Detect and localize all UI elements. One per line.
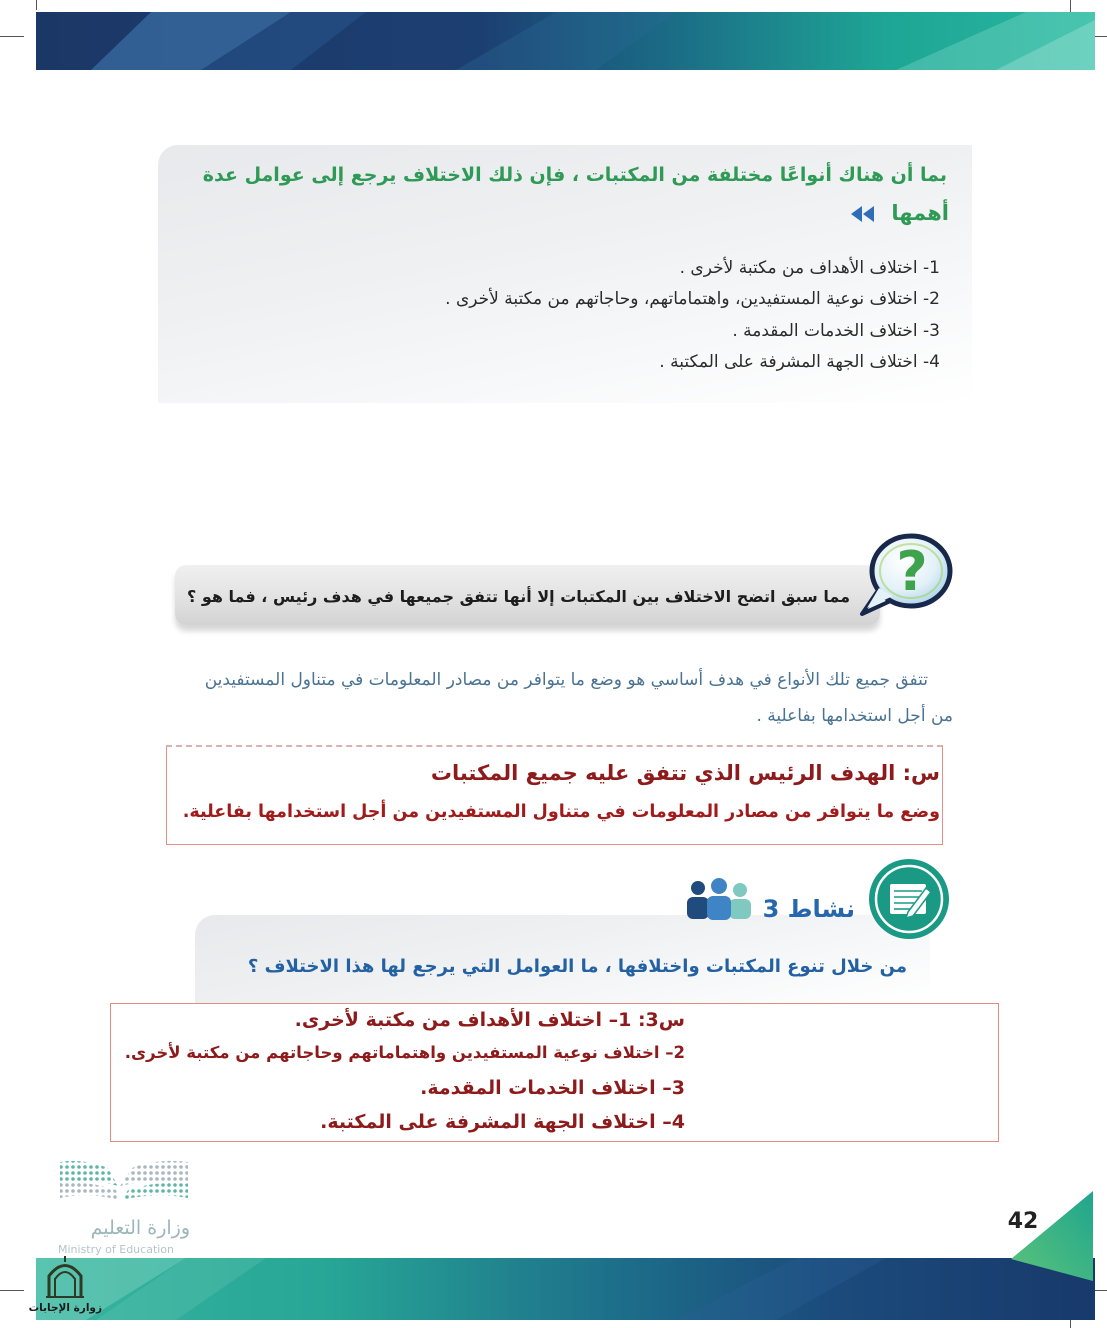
factor-item: 2- اختلاف نوعية المستفيدين، واهتماماتهم، وحاجاتهم من مكتبة لأخرى .: [445, 289, 940, 309]
activity-question: من خلال تنوع المكتبات واختلافها ، ما العوامل التي يرجع لها هذا الاختلاف ؟: [247, 956, 907, 977]
factor-item: 4- اختلاف الجهة المشرفة على المكتبة .: [659, 352, 940, 372]
question-mark-glyph: ?: [896, 540, 928, 603]
answer-box-1-answer: وضع ما يتوافر من مصادر المعلومات في متناول المستفيدين من أجل استخدامها بفاعلية.: [182, 802, 940, 822]
answer-box-1-question: س: الهدف الرئيس الذي تتفق عليه جميع المكتبات: [430, 761, 940, 785]
intro-heading-word: أهمها: [891, 201, 949, 225]
factor-item: 3- اختلاف الخدمات المقدمة .: [732, 321, 940, 341]
factor-item: 1- اختلاف الأهداف من مكتبة لأخرى .: [679, 258, 940, 278]
ministry-name-ar: وزارة التعليم: [90, 1217, 190, 1239]
crop-mark: [36, 0, 37, 10]
bottom-banner: [36, 1258, 1095, 1320]
answer-box-2-line: 2– اختلاف نوعية المستفيدين واهتماماتهم وحاجاتهم من مكتبة لأخرى.: [124, 1043, 685, 1062]
top-banner: [36, 12, 1095, 70]
question-text: مما سبق اتضح الاختلاف بين المكتبات إلا أنها تتفق جميعها في هدف رئيس ، فما هو ؟: [186, 587, 850, 606]
answer-line: تتفق جميع تلك الأنواع في هدف أساسي هو وضع ما يتوافر من مصادر المعلومات في متناول المستفيدين: [204, 670, 928, 690]
double-arrow-left-icon: [850, 205, 876, 223]
crop-mark: [0, 36, 24, 37]
answer-box-2-line: 3– اختلاف الخدمات المقدمة.: [420, 1077, 685, 1099]
dome-icon: [44, 1254, 86, 1298]
answer-box-2-line: س3: 1– اختلاف الأهداف من مكتبة لأخرى.: [294, 1009, 685, 1031]
intro-heading-continuation: [729, 198, 949, 228]
page-number: 42: [1007, 1209, 1039, 1234]
group-people-icon: [686, 878, 752, 920]
question-bubble-icon: [855, 528, 955, 623]
ministry-name-en: Ministry of Education: [58, 1243, 175, 1256]
crop-mark: [0, 1290, 24, 1291]
notebook-pencil-icon: [868, 858, 950, 940]
answer-line: من أجل استخدامها بفاعلية .: [756, 706, 953, 726]
intro-heading: بما أن هناك أنواعًا مختلفة من المكتبات ، فإن ذلك الاختلاف يرجع إلى عوامل عدة: [202, 164, 947, 186]
answer-box-2-line: 4– اختلاف الجهة المشرفة على المكتبة.: [320, 1111, 685, 1133]
activity-title: نشاط 3: [762, 895, 855, 923]
watermark-text: زوارة الإجابات: [28, 1302, 102, 1314]
ministry-logo: [58, 1158, 190, 1204]
